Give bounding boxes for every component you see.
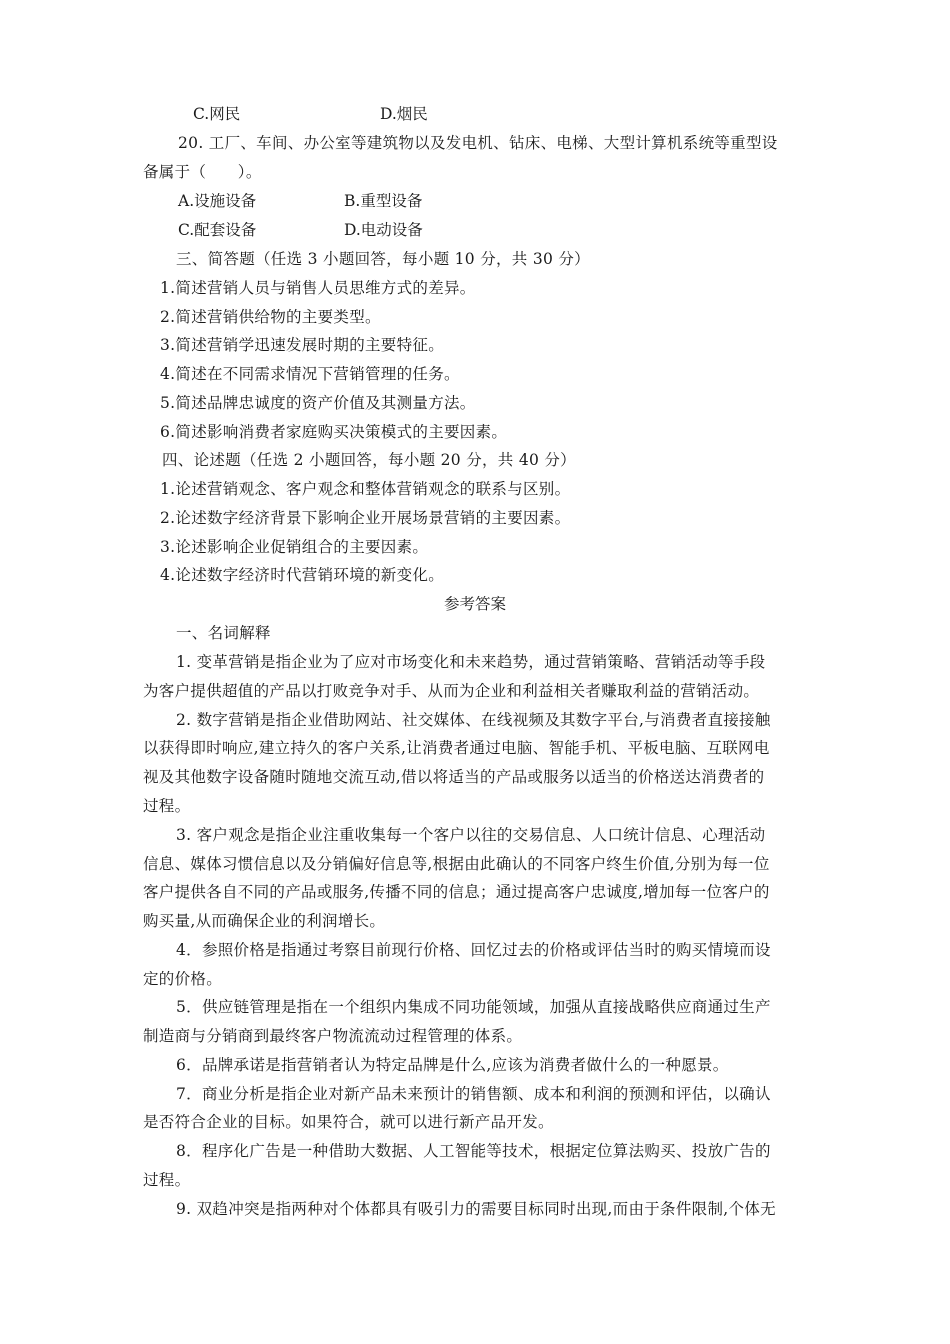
answer-line: 5．供应链管理是指在一个组织内集成不同功能领域，加强从直接战略供应商通过生产 — [176, 998, 771, 1016]
section3-title: 三、简答题（任选 3 小题回答，每小题 10 分，共 30 分） — [176, 250, 590, 268]
answer-line: 4．参照价格是指通过考察目前现行价格、回忆过去的价格或评估当时的购买情境而设 — [176, 941, 771, 959]
answer-line: 过程。 — [143, 797, 191, 815]
answer-line: 制造商与分销商到最终客户物流流动过程管理的体系。 — [143, 1027, 523, 1045]
q19-option-c: C.网民 — [193, 105, 241, 123]
q20-option-d: D.电动设备 — [344, 221, 423, 239]
answers-section1-title: 一、名词解释 — [176, 624, 271, 642]
section4-item: 3.论述影响企业促销组合的主要因素。 — [160, 538, 429, 556]
section3-item: 6.简述影响消费者家庭购买决策模式的主要因素。 — [160, 423, 508, 441]
q20-option-c: C.配套设备 — [178, 221, 257, 239]
q20-text-line2: 备属于（ ）。 — [143, 163, 262, 181]
q20-option-b: B.重型设备 — [344, 192, 423, 210]
answers-title: 参考答案 — [443, 595, 506, 613]
answer-line: 客户提供各自不同的产品或服务,传播不同的信息；通过提高客户忠诚度,增加每一位客户的 — [143, 883, 770, 901]
answer-line: 以获得即时响应,建立持久的客户关系,让消费者通过电脑、智能手机、平板电脑、互联网电 — [143, 739, 770, 757]
answer-line: 定的价格。 — [143, 970, 223, 988]
section4-title: 四、论述题（任选 2 小题回答，每小题 20 分，共 40 分） — [162, 451, 576, 469]
section4-item: 4.论述数字经济时代营销环境的新变化。 — [160, 566, 444, 584]
answer-line: 2. 数字营销是指企业借助网站、社交媒体、在线视频及其数字平台,与消费者直接接触 — [176, 711, 771, 729]
q20-text-line1: 20. 工厂、车间、办公室等建筑物以及发电机、钻床、电梯、大型计算机系统等重型设 — [178, 134, 778, 152]
section4-item: 1.论述营销观念、客户观念和整体营销观念的联系与区别。 — [160, 480, 571, 498]
answer-line: 9. 双趋冲突是指两种对个体都具有吸引力的需要目标同时出现,而由于条件限制,个体无 — [176, 1200, 776, 1218]
section3-item: 3.简述营销学迅速发展时期的主要特征。 — [160, 336, 444, 354]
section3-item: 4.简述在不同需求情况下营销管理的任务。 — [160, 365, 460, 383]
section3-item: 2.简述营销供给物的主要类型。 — [160, 308, 381, 326]
answer-line: 过程。 — [143, 1171, 191, 1189]
section4-item: 2.论述数字经济背景下影响企业开展场景营销的主要因素。 — [160, 509, 571, 527]
answer-line: 为客户提供超值的产品以打败竞争对手、从而为企业和利益相关者赚取利益的营销活动。 — [143, 682, 760, 700]
answer-line: 7．商业分析是指企业对新产品未来预计的销售额、成本和利润的预测和评估，以确认 — [176, 1085, 771, 1103]
answer-line: 信息、媒体习惯信息以及分销偏好信息等,根据由此确认的不同客户终生价值,分别为每一位 — [143, 855, 770, 873]
answer-line: 是否符合企业的目标。如果符合，就可以进行新产品开发。 — [143, 1113, 554, 1131]
answer-line: 1. 变革营销是指企业为了应对市场变化和未来趋势，通过营销策略、营销活动等手段 — [176, 653, 766, 671]
section3-item: 5.简述品牌忠诚度的资产价值及其测量方法。 — [160, 394, 476, 412]
answer-line: 3. 客户观念是指企业注重收集每一个客户以往的交易信息、人口统计信息、心理活动 — [176, 826, 766, 844]
q19-option-d: D.烟民 — [380, 105, 428, 123]
answer-line: 6．品牌承诺是指营销者认为特定品牌是什么,应该为消费者做什么的一种愿景。 — [176, 1056, 729, 1074]
section3-item: 1.简述营销人员与销售人员思维方式的差异。 — [160, 279, 476, 297]
answer-line: 8．程序化广告是一种借助大数据、人工智能等技术，根据定位算法购买、投放广告的 — [176, 1142, 771, 1160]
answer-line: 视及其他数字设备随时随地交流互动,借以将适当的产品或服务以适当的价格送达消费者的 — [143, 768, 765, 786]
q20-option-a: A.设施设备 — [178, 192, 257, 210]
answer-line: 购买量,从而确保企业的利润增长。 — [143, 912, 386, 930]
